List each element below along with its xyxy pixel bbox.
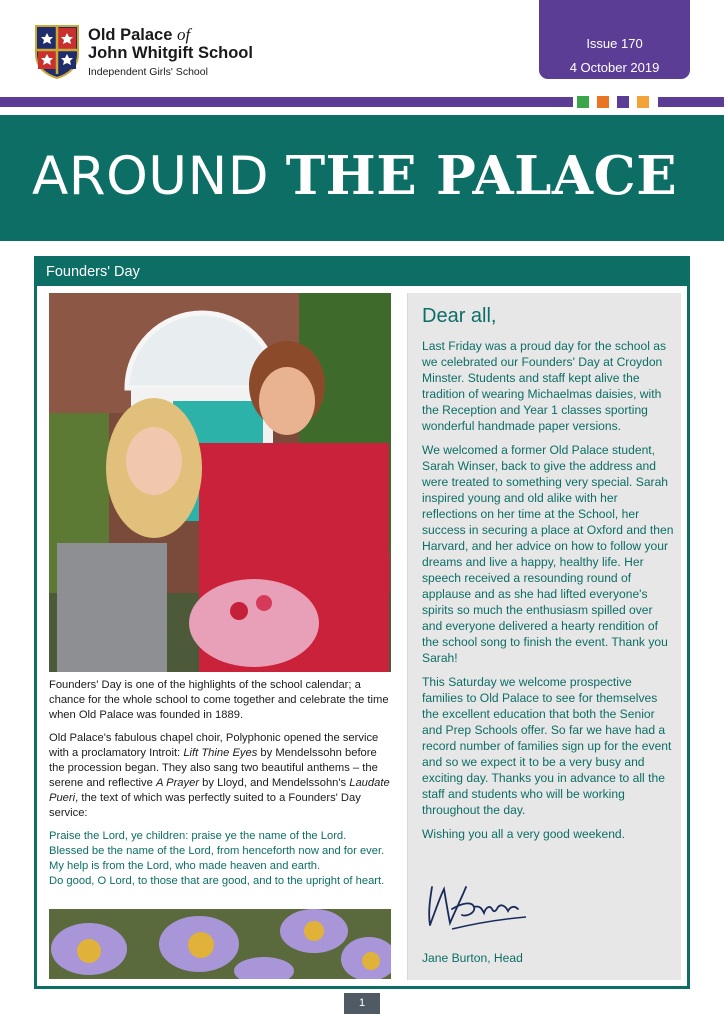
school-name-line2: John Whitgift School: [88, 44, 253, 62]
paragraph-choir: Old Palace's fabulous chapel choir, Polyphonic opened the service with a proclamatory Introit: Lift Thine Eyes by Mendelssohn before the procession began. They also sang two beautiful anthems – the serene and reflective A Prayer by Lloyd, and Mendelssohn's Laudate Pueri, the text of which was perfectly suited to a Founders' Day service:: [49, 732, 390, 819]
yellow-square-icon: [637, 96, 649, 108]
section-header: [37, 259, 687, 286]
founders-day-photo: [49, 293, 391, 672]
letter-greeting: Dear all,: [422, 305, 497, 327]
left-column-text: [49, 678, 395, 897]
orange-square-icon: [597, 96, 609, 108]
school-subtitle: Independent Girls' School: [88, 66, 208, 78]
michaelmas-daisies-photo: [49, 909, 391, 979]
masthead-title: AROUND THE PALACE: [32, 145, 678, 207]
page-number: 1: [344, 993, 380, 1014]
school-crest-icon: [34, 24, 80, 79]
issue-date: 4 October 2019: [569, 60, 660, 75]
letter-signoff: Jane Burton, Head: [422, 951, 523, 965]
school-name: Old Palace of: [88, 25, 191, 44]
green-square-icon: [577, 96, 589, 108]
header-rule-left: [0, 97, 573, 107]
school-logo: [34, 24, 253, 79]
letter-paragraph: This Saturday we welcome prospective families to Old Palace to see for themselves the excellent education that both the Senior and Prep Schools offer. So far we have had a record number of families sign up for the event and so we expect it to be a very busy and exciting day. Thanks you in advance to all the staff and students who will be working throughout the day.: [422, 675, 672, 817]
signature-icon: [422, 879, 532, 934]
paragraph: Founders' Day is one of the highlights of the school calendar; a chance for the whole school to come together and celebrate the time when Old Palace was founded in 1889.: [49, 679, 389, 721]
article-frame: [34, 256, 690, 989]
letter-paragraph: Wishing you all a very good weekend.: [422, 827, 626, 841]
section-title: Founders' Day: [46, 264, 140, 280]
issue-badge: [539, 0, 690, 79]
header-rule-right: [658, 97, 724, 107]
purple-square-icon: [617, 96, 629, 108]
hymn-text: Praise the Lord, ye children: praise ye the name of the Lord. Blessed be the name of the Lord, from henceforth now and for ever. My help is from the Lord, who made heaven and earth. Do good, O Lord, to those that are good, and to the upright of heart.: [49, 830, 385, 887]
issue-number: Issue 170: [586, 36, 643, 51]
letter-paragraph: We welcomed a former Old Palace student, Sarah Winser, back to give the address and were treated to something very special. Sarah inspired young and old alike with her reflections on her time at the School, her success in securing a place at Oxford and then Harvard, and her advice on how to follow your dreams and live a happy, healthy life. Her speech received a resounding round of applause and as she had lifted everyone's spirits so much the enthusiasm spilled over and everyone delivered a hearty rendition of the school song to finish the event. Thank you Sarah!: [422, 443, 674, 665]
head-letter: [407, 293, 681, 980]
letter-paragraph: Last Friday was a proud day for the school as we celebrated our Founders' Day at Croydon Minster. Students and staff kept alive the tradition of wearing Michaelmas daisies, with the Reception and Year 1 classes sporting wonderful handmade paper versions.: [422, 339, 667, 433]
